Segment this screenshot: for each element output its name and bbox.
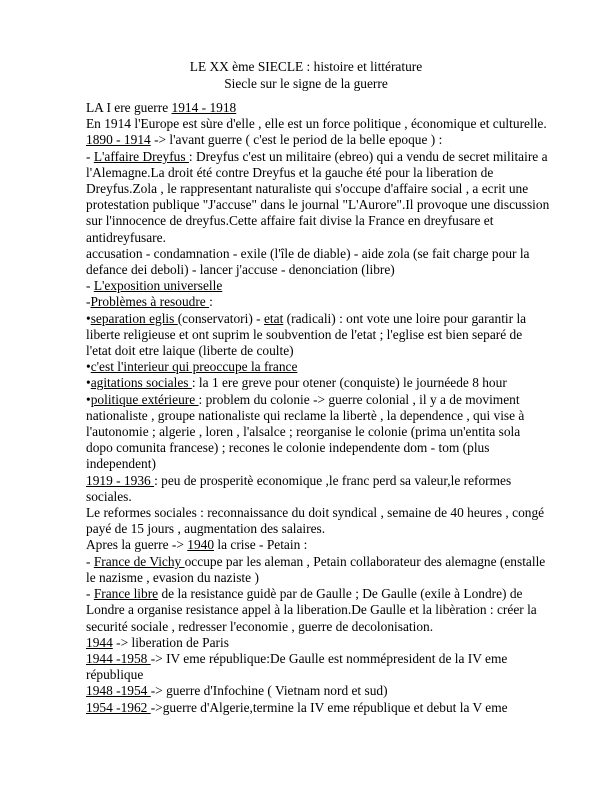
text-segment: independent)	[86, 456, 156, 472]
text-segment: antidreyfusare.	[86, 229, 166, 245]
text-line	[86, 619, 554, 635]
text-line	[86, 278, 554, 294]
text-segment: : peu de prosperitè economique ,le franc perd sa valeur,le reformes	[154, 472, 512, 488]
text-line	[86, 213, 554, 229]
document-body	[86, 100, 554, 716]
text-segment: : Dreyfus c'est un militaire (ebreo) qui a vendu de secret militaire a	[188, 148, 548, 164]
text-line	[86, 505, 554, 521]
underlined-term: 1940	[187, 537, 215, 553]
text-segment: occupe par les aleman , Petain collaborateur des alemagne (enstalle	[184, 553, 546, 569]
text-line	[86, 651, 554, 667]
text-line	[86, 408, 554, 424]
underlined-term: France de Vichy	[93, 553, 185, 569]
underlined-term: L'exposition universelle	[93, 278, 223, 294]
text-segment: -	[86, 278, 94, 294]
underlined-term: politique extérieure	[90, 391, 199, 407]
text-line	[86, 392, 554, 408]
text-line	[86, 473, 554, 489]
text-line	[86, 311, 554, 327]
bullet-icon: •	[86, 391, 91, 407]
text-segment: Dreyfus.Zola , le rappresentant naturaliste qui s'occupe d'affaire social , a ecrit une	[86, 181, 529, 197]
text-line	[86, 570, 554, 586]
text-line	[86, 635, 554, 651]
text-line	[86, 554, 554, 570]
text-segment: -> liberation de Paris	[112, 634, 229, 650]
text-line	[86, 440, 554, 456]
text-segment: Le reformes sociales : reconnaissance du doit syndical , semaine de 40 heures , congé	[86, 505, 545, 521]
underlined-term: 1944 -1958	[86, 650, 151, 666]
text-segment: Londre a organise resistance appel à la liberation.De Gaulle et la libèration : créer la	[86, 602, 537, 618]
bullet-icon: •	[86, 375, 91, 391]
text-segment: l'Alemagne.La droit été contre Dreyfus et la gauche été pour la liberation de	[86, 164, 494, 180]
text-line	[86, 132, 554, 148]
underlined-term: c'est l'interieur qui preoccupe la france	[90, 359, 298, 375]
text-line	[86, 489, 554, 505]
text-segment: payé de 15 jours , augmentation des salaires.	[86, 521, 326, 537]
bullet-icon: •	[86, 310, 91, 326]
text-line	[86, 537, 554, 553]
text-segment: ->guerre d'Algerie,termine la IV eme république et debut la V eme	[150, 699, 508, 715]
text-segment: defance dei deboli) - lancer j'accuse - denonciation (libre)	[86, 262, 395, 278]
text-segment: (conservatori) -	[177, 310, 264, 326]
text-line	[86, 197, 554, 213]
text-segment: liberte religieuse et ont suprim le soubvention de l'etat ; l'eglise est bien separé de	[86, 326, 523, 342]
text-line	[86, 100, 554, 116]
text-segment: : la 1 ere greve pour otener (conquiste) le journéede 8 hour	[191, 375, 507, 391]
text-segment: (radicali) : ont vote une loire pour garantir la	[283, 310, 527, 326]
text-segment: sociales.	[86, 488, 132, 504]
title-block	[0, 59, 612, 92]
text-segment: -	[86, 586, 94, 602]
text-line	[86, 327, 554, 343]
text-segment: : problem du colonie -> guerre colonial , il y a de moviment	[198, 391, 520, 407]
text-line	[86, 521, 554, 537]
text-line	[86, 262, 554, 278]
document-subtitle: Siecle sur le signe de la guerre	[224, 75, 388, 91]
text-line	[86, 667, 554, 683]
underlined-term: L'affaire Dreyfus	[93, 148, 189, 164]
text-line	[86, 165, 554, 181]
text-line	[86, 700, 554, 716]
text-line	[86, 294, 554, 310]
underlined-term: agitations sociales	[90, 375, 192, 391]
text-segment: -	[86, 148, 94, 164]
underlined-term: France libre	[93, 586, 159, 602]
text-line	[86, 116, 554, 132]
text-segment: nationaliste , groupe nationaliste qui reclame la libertè , la dependence , qui vise à	[86, 407, 525, 423]
text-line	[86, 359, 554, 375]
text-segment: -> guerre d'Infochine ( Vietnam nord et sud)	[150, 683, 388, 699]
text-segment: En 1914 l'Europe est sùre d'elle , elle est un force politique , économique et culturelle.	[86, 116, 547, 132]
text-segment: :	[209, 294, 213, 310]
underlined-term: 1954 -1962	[86, 699, 151, 715]
text-segment: l'autonomie ; algerie , loren , l'alsalce ; reorganise le colonie (prima un'entita sola	[86, 424, 521, 440]
underlined-term: Problèmes à resoudre	[90, 294, 210, 310]
text-segment: securité sociale , redresser l'economie , guerre de decolonisation.	[86, 618, 434, 634]
text-segment: LA I ere guerre	[86, 100, 172, 115]
underlined-term: 1948 -1954	[86, 683, 151, 699]
text-segment: sur l'innocence de dreyfus.Cette affaire fait divise la France en dreyfusare et	[86, 213, 494, 229]
text-segment: -> l'avant guerre ( c'est le period de la belle epoque ) :	[150, 132, 443, 148]
text-segment: de la resistance guidè par de Gaulle ; De Gaulle (exile à Londre) de	[158, 586, 523, 602]
text-segment: -	[86, 294, 91, 310]
text-line	[86, 456, 554, 472]
underlined-term: 1914 - 1918	[171, 100, 237, 115]
text-segment: protestation publique "J'accuse" dans le journal "L'Aurore".Il provoque une discussion	[86, 197, 550, 213]
text-segment: accusation - condamnation - exile (l'île de diable) - aide zola (se fait charge pour la	[86, 245, 530, 261]
text-line	[86, 181, 554, 197]
text-segment: la crise - Petain :	[214, 537, 308, 553]
text-line	[86, 602, 554, 618]
text-line	[86, 375, 554, 391]
bullet-icon: •	[86, 359, 91, 375]
text-line	[86, 149, 554, 165]
underlined-term: 1919 - 1936	[86, 472, 155, 488]
text-line	[86, 343, 554, 359]
text-segment: république	[86, 667, 144, 683]
underlined-term: 1890 - 1914	[86, 132, 151, 148]
text-line	[86, 683, 554, 699]
text-segment: le nazisme , evasion du naziste )	[86, 569, 259, 585]
text-segment: -> IV eme république:De Gaulle est nommépresident de la IV eme	[150, 650, 508, 666]
text-line	[86, 586, 554, 602]
underlined-term: etat	[263, 310, 284, 326]
underlined-term: 1944	[86, 634, 113, 650]
text-segment: -	[86, 553, 94, 569]
text-segment: l'etat doit etre laique (liberte de coulte)	[86, 343, 294, 359]
document-title: LE XX ème SIECLE : histoire et littérature	[189, 59, 423, 74]
text-segment: dopo comunita francese) ; recones le colonie independente dom - tom (plus	[86, 440, 490, 456]
text-line	[86, 230, 554, 246]
underlined-term: separation eglis	[90, 310, 178, 326]
text-line	[86, 424, 554, 440]
text-line	[86, 246, 554, 262]
text-segment: Apres la guerre ->	[86, 537, 188, 553]
